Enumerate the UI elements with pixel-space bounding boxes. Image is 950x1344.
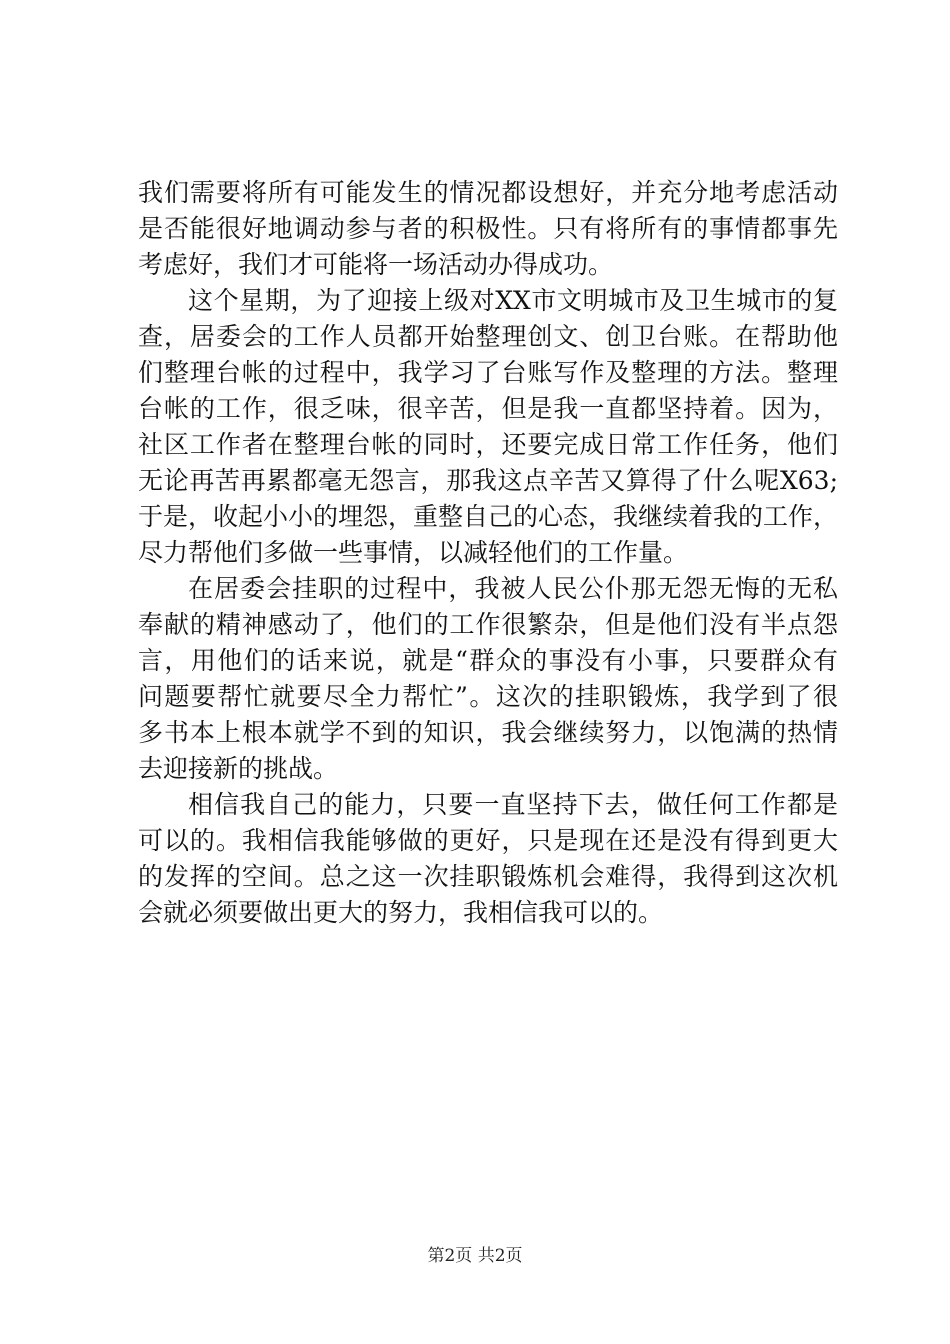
text-line: 查，居委会的工作人员都开始整理创文、创卫台账。在帮助他 — [138, 322, 838, 351]
text-line: 会就必须要做出更大的努力，我相信我可以的。 — [138, 898, 664, 927]
text-line: 言，用他们的话来说，就是“群众的事没有小事，只要群众有 — [138, 646, 838, 675]
page-footer — [0, 1244, 950, 1268]
text-line: 奉献的精神感动了，他们的工作很繁杂，但是他们没有半点怨 — [138, 610, 838, 639]
paragraph — [138, 175, 838, 283]
text-line: 在居委会挂职的过程中，我被人民公仆那无怨无悔的无私 — [188, 574, 838, 603]
text-line: 尽力帮他们多做一些事情，以减轻他们的工作量。 — [138, 538, 689, 567]
text-line: 是否能很好地调动参与者的积极性。只有将所有的事情都事先 — [138, 214, 838, 243]
text-line: 问题要帮忙就要尽全力帮忙”。这次的挂职锻炼，我学到了很 — [138, 682, 838, 711]
text-line: 台帐的工作，很乏味，很辛苦，但是我一直都坚持着。因为， — [138, 394, 838, 423]
text-line: 相信我自己的能力，只要一直坚持下去，做任何工作都是 — [188, 790, 838, 819]
text-line: 无论再苦再累都毫无怨言，那我这点辛苦又算得了什么呢X63; — [138, 466, 838, 495]
text-line: 社区工作者在整理台帐的同时，还要完成日常工作任务，他们 — [138, 430, 838, 459]
text-line: 我们需要将所有可能发生的情况都设想好，并充分地考虑活动 — [138, 178, 838, 207]
text-line: 可以的。我相信我能够做的更好，只是现在还是没有得到更大 — [138, 826, 838, 855]
text-line: 这个星期，为了迎接上级对XX市文明城市及卫生城市的复 — [188, 286, 838, 315]
paragraph — [138, 787, 838, 931]
text-line: 去迎接新的挑战。 — [138, 754, 339, 783]
page-number-label: 第2页 共2页 — [427, 1246, 523, 1266]
body-text — [138, 175, 838, 931]
text-line: 们整理台帐的过程中，我学习了台账写作及整理的方法。整理 — [138, 358, 838, 387]
paragraph — [138, 283, 838, 571]
paragraph — [138, 571, 838, 787]
text-line: 考虑好，我们才可能将一场活动办得成功。 — [138, 250, 614, 279]
text-line: 多书本上根本就学不到的知识，我会继续努力，以饱满的热情 — [138, 718, 838, 747]
text-line: 的发挥的空间。总之这一次挂职锻炼机会难得，我得到这次机 — [138, 862, 838, 891]
text-line: 于是，收起小小的埋怨，重整自己的心态，我继续着我的工作， — [138, 502, 839, 531]
